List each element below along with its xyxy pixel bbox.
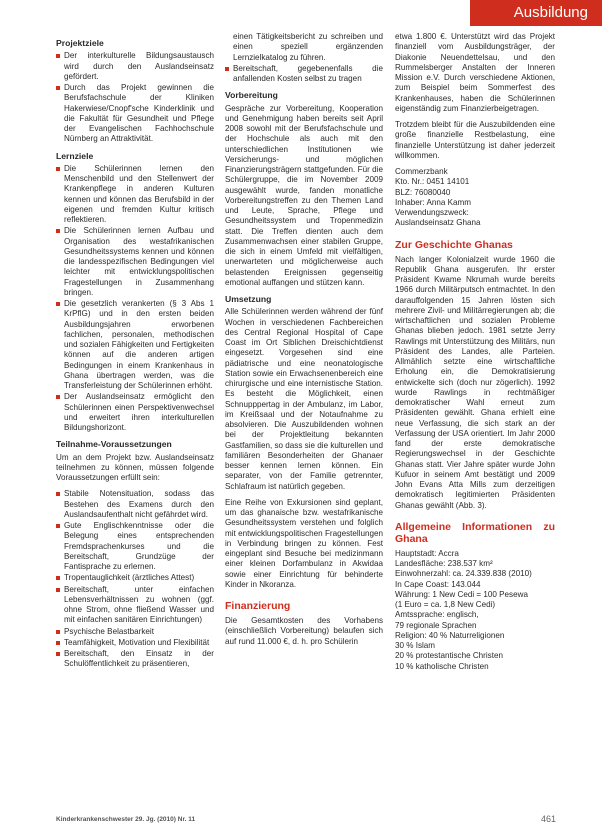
info-line: 79 regionale Sprachen [395, 620, 477, 630]
list-item: einen Tätigkeitsbericht zu schreiben und einen speziell ergänzenden Lernzielkatalog zu führen. [233, 32, 383, 62]
heading-learning-goals: Lernziele [56, 150, 94, 161]
info-line: 30 % Islam [395, 641, 436, 650]
info-line: In Cape Coast: 143.044 [395, 579, 481, 589]
requirements-list-continued [225, 32, 383, 84]
list-item: Durch das Projekt gewinnen die Berufsfachschule der Kliniken Hakerwiese/Cnopf'sche Kinderklinik und die Fakultät für Gesundheit und Pflege der Evangelischen Fachhochschule Nürnberg an Attraktivität. [56, 83, 214, 145]
bullet-icon [56, 302, 60, 306]
list-item: Die Schülerinnen lernen den Menschenbild und den Stellenwert der Krankenpflege in anderen Kulturen kennen und können das Berufsbild in der eigenen und fremden Kultur kritisch reflektieren. [56, 164, 214, 226]
info-line: 10 % katholische Christen [395, 661, 489, 671]
section-header [470, 0, 602, 26]
financing-text-continued: etwa 1.800 €. Unterstützt wird das Projekt finanziell vom Ausbildungsträger, der Diakonie Neuendettelsau, und den Rummelsberger Anstalten der Inneren Mission e.V. Durch verschiedene Aktionen, zum Beispiel beim Sommerfest des Krankenhauses, haben die Schülerinnen eigenständig zum Finanzierbeigetragen. [395, 32, 555, 113]
list-item: Die Schülerinnen lernen Aufbau und Organisation des westafrikanischen Gesundheitssystems kennen und können die landesspezifischen Bedingungen viel leichter mit entwicklungspolitischen Fragestellungen in Zusammenhang bringen. [56, 226, 214, 298]
bullet-icon [56, 86, 60, 90]
bullet-icon [56, 395, 60, 399]
journal-reference: Kinderkrankenschwester 29. Jg. (2010) Nr. 11 [56, 816, 196, 823]
list-item: Psychische Belastbarkeit [56, 627, 214, 637]
bullet-icon [56, 630, 60, 634]
learning-goals-list [56, 164, 214, 434]
column-1 [56, 32, 214, 676]
bank-line: Auslandseinsatz Ghana [395, 218, 481, 228]
column-2 [225, 32, 383, 653]
list-item: Teamfähigkeit, Motivation und Flexibilität [56, 638, 214, 648]
bullet-icon [56, 524, 60, 528]
info-line: Religion: 40 % Naturreligionen [395, 630, 505, 640]
list-item: Stabile Notensituation, sodass das Bestehen des Examens durch den Auslandsaufenthalt nicht gefährdet wird. [56, 489, 214, 520]
list-item: Gute Englischkenntnisse oder die Belegung eines entsprechenden Fremdsprachenkurses und die Bereitschaft, Grundzüge der Fantisprache zu erlernen. [56, 521, 214, 572]
list-item: Die gesetzlich verankerten (§ 3 Abs 1 KrPflG) und in den ersten beiden Ausbildungsjahren erworbenen fachlichen, personalen, methodischen und sozialen Fähigkeiten und Fertigkeiten können auf die anderen artigen Bedingungen in einem Krankenhaus in Ghana übertragen werden, was die Transferleistung der Schülerinnen erhöht. [56, 299, 214, 391]
bank-details [395, 167, 555, 229]
heading-preparation: Vorbereitung [225, 90, 278, 101]
bullet-icon [56, 229, 60, 233]
info-line: Amtssprache: englisch, [395, 610, 479, 620]
general-info-list [395, 549, 555, 672]
financing-appeal: Trotzdem bleibt für die Auszubildenden eine große finanzielle Restbelastung, eine finanzielle Unterstützung ist daher jederzeit willkommen. [395, 120, 555, 160]
column-3 [395, 32, 555, 672]
heading-general-info: Allgemeine Informationen zu Ghana [395, 520, 555, 545]
bullet-icon [56, 576, 60, 580]
heading-history: Zur Geschichte Ghanas [395, 238, 513, 251]
implementation-text-1: Alle Schülerinnen werden während der fünf Wochen in verschiedenen Fachbereichen des Central Regional Hospital of Cape Coast im Ort Siblichen Dreischichtdienst eingesetzt. Vorgesehen sind eine pädiatrische und eine neonatologische Station sowie ein Erwachsenenbereich eine chirurgische und eine internistische Station. Es besteht die Möglichkeit, einen Schnupppertag in der Ambulanz, im Labor, im Kreißsaal und der Notaufnahme zu absolvieren. Die Auszubildenden wohnen bei der Projektleitung bekannten Gastfamilien, so dass sie die kulturellen und familiären Besonderheiten der Ghanaer besser kennen lernen können. Ein separater, von der Familie getrennter, Schlafraum ist natürlich gegeben. [225, 307, 383, 491]
bank-line: BLZ: 76080040 [395, 187, 451, 197]
financing-text: Die Gesamtkosten des Vorhabens (einschließlich Vorbereitung) belaufen sich auf rund 11.000 €, d. h. pro Schülerin [225, 616, 383, 646]
bank-line: Commerzbank [395, 167, 448, 176]
page-footer [56, 814, 556, 828]
bank-line: Verwendungszweck: [395, 208, 469, 217]
info-line: Einwohnerzahl: ca. 24.339.838 (2010) [395, 569, 532, 579]
list-item: Bereitschaft, unter einfachen Lebensverhältnissen zu wohnen (ggf. ohne Strom, ohne fließend Wasser und mit einfachen sanitären Einrichtungen) [56, 585, 214, 626]
heading-financing: Finanzierung [225, 600, 291, 612]
bullet-icon [56, 167, 60, 171]
bullet-icon [56, 492, 60, 496]
list-item: Der interkulturelle Bildungsaustausch wird durch den Auslandseinsatz gefördert. [56, 51, 214, 82]
info-line: Währung: 1 New Cedi = 100 Pesewa [395, 589, 528, 599]
info-line: (1 Euro = ca. 1,8 New Cedi) [395, 600, 496, 609]
bullet-icon [56, 641, 60, 645]
bullet-icon [56, 652, 60, 656]
preparation-text: Gespräche zur Vorbereitung, Kooperation und Genehmigung haben bereits seit April 2008 sowohl mit der Berufsfachschule und der Hochschule als auch mit den unterschiedlichen Institutionen wie Versicherungs- und möglichen Finanzierungsträgern stattgefunden. Für die Schülergruppe, die im November 2009 ausgewählt wurde, fanden monatliche Vorbereitungstreffen zu den Themen Land und Leute, Sprache, Pflege und Gesundheitssystem und Tropenmedizin statt. Die Treffen dienten auch dem Zusammenwachsen einer stabilen Gruppe, die sich in einem Umfeld mit vielfältigen, unerwarteten und möglicherweise auch belastenden Ereignissen gegenseitig emotional auffangen und stützen kann. [225, 103, 383, 287]
list-item: Tropentauglichkeit (ärztliches Attest) [56, 573, 214, 583]
list-item: Bereitschaft, gegebenenfalls die anfallenden Kosten selbst zu tragen [225, 64, 383, 85]
project-goals-list [56, 51, 214, 144]
bullet-icon [56, 54, 60, 58]
heading-implementation: Umsetzung [225, 294, 272, 304]
bullet-icon [56, 588, 60, 592]
requirements-intro: Um an dem Projekt bzw. Auslandseinsatz teilnehmen zu können, müssen folgende Voraussetzungen erfüllt sein: [56, 452, 214, 482]
heading-project-goals: Projektziele [56, 38, 104, 48]
bullet-icon [225, 67, 229, 71]
bank-line: Kto. Nr.: 0451 14101 [395, 177, 470, 187]
info-line: Hauptstadt: Accra [395, 548, 459, 558]
history-text: Nach langer Kolonialzeit wurde 1960 die Republik Ghana ausgerufen. Ihr erster Präsident Kwame Nkrumah wurde bereits 1966 durch Militärputsch entmachtet. In den darauffolgenden 15 Jahren lösten sich mehrere Zivil- und Militärregierungen ab; die wirtschaftlichen und sozialen Probleme Ghanas blieben jedoch. 1981 setzte Jerry Rawlings mit Unterstützung des Militärs, nun Präsident des Landes, alle Parteien. Allmählich setzte eine wirtschaftliche Erholung ein, die Demokratisierung entwickelte sich (doch nur zögerlich). 1992 wurde Rawlings in rechtmäßiger demokratischer Wahl erneut zum Präsidenten gewählt. Ghana erhielt eine neue Verfassung, die sich stark an der Verfassung der USA orientiert. Im Jahr 2000 fand der erste demokratische Regierungswechsel in der Geschichte Ghanas statt. Vier Jahre später wurde John Kufuor in seinem Amt bestätigt und 2009 John Evans Atta Mills zum derzeitigen demokratisch legitimierten Präsidenten Ghanas gewählt (Abb. 3). [395, 254, 555, 510]
info-line: Landesfläche: 238.537 km² [395, 559, 493, 568]
list-item: Der Auslandseinsatz ermöglicht den Schülerinnen einen Perspektivenwechsel und erweitert ihren interkulturellen Bildungshorizont. [56, 392, 214, 433]
implementation-text-2: Eine Reihe von Exkursionen sind geplant, um das ghanaische bzw. westafrikanische Gesundheitssystem verstehen und folglich mit entwicklungspolitischen Fragestellungen in Verbindung bringen zu können. Fest eingeplant sind Besuche bei medizinmann einer kleinen Dorfambulanz in Akwidaa sowie einer Einrichtung für behinderte Kinder in Nkoranza. [225, 497, 383, 589]
heading-requirements: Teilnahme-Voraussetzungen [56, 439, 172, 450]
list-item: Bereitschaft, den Einsatz in der Schulöffentlichkeit zu präsentieren, [56, 649, 214, 670]
bank-line: Inhaber: Anna Kamm [395, 197, 472, 207]
info-line: 20 % protestantische Christen [395, 651, 503, 661]
requirements-list [56, 489, 214, 669]
page-number: 461 [540, 814, 556, 824]
section-title: Ausbildung [513, 4, 588, 21]
